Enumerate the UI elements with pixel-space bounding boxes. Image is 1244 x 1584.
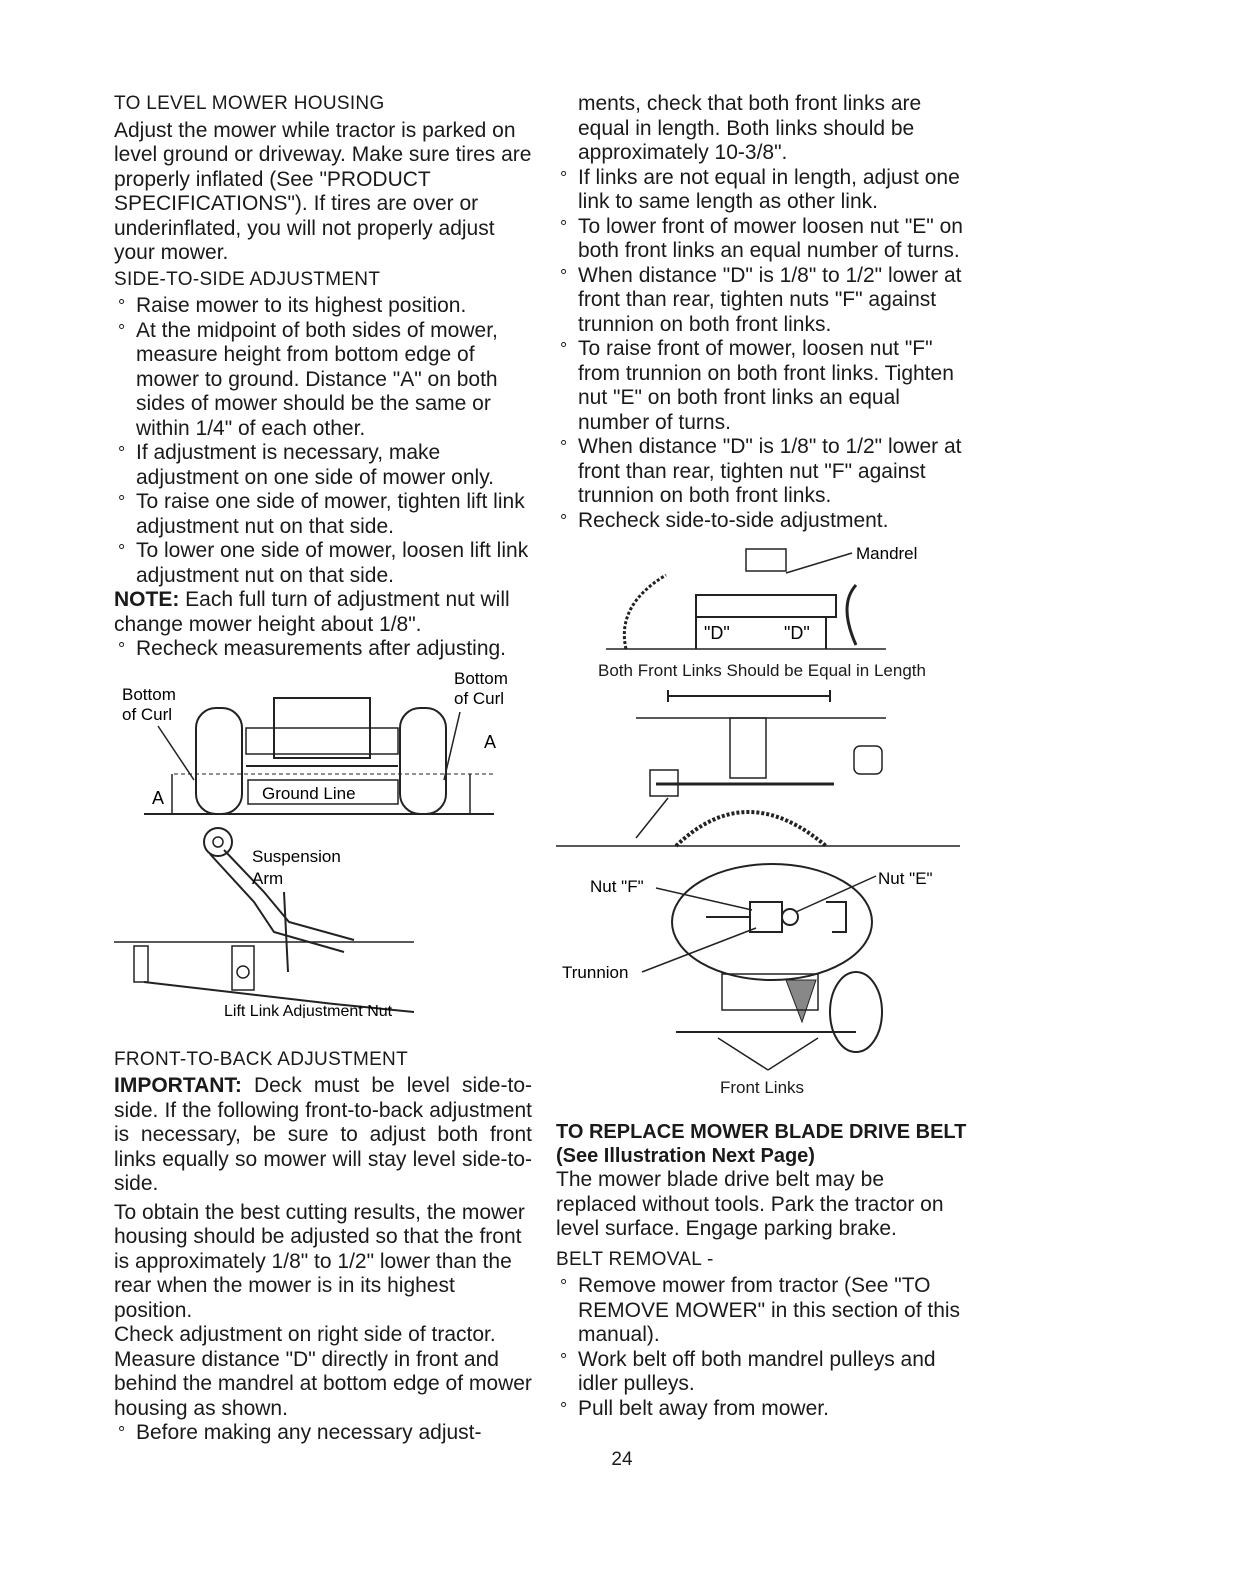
side-level-diagram <box>114 670 532 816</box>
front-tire <box>676 812 826 846</box>
heading-replace-belt: TO REPLACE MOWER BLADE DRIVE BELT (See Illustration Next Page) <box>556 1121 967 1167</box>
nut-trunnion-diagram <box>556 862 968 1072</box>
list-item: ° To lower front of mower loosen nut "E" on both front links an equal number of turns. <box>556 215 968 264</box>
mandrel-leader-line <box>786 553 852 573</box>
front-links-leader <box>718 1038 768 1070</box>
list-item: ° To raise front of mower, loosen nut "F" from trunnion on both front links. Tighten nut "E" on both front links an equal number of turns. <box>556 337 968 435</box>
front-link-length-diagram <box>556 688 968 848</box>
bottom-curl-right-label-2: of Curl <box>454 688 505 708</box>
list-item: ° Pull belt away from mower. <box>556 1397 968 1422</box>
check-adjustment-paragraph: Check adjustment on right side of tractor. Measure distance "D" directly in front and behind the mandrel at bottom edge of mower housing as shown. <box>114 1323 532 1420</box>
mandrel-label: Mandrel <box>856 545 918 563</box>
detail-ellipse <box>672 864 872 980</box>
belt-intro-paragraph: The mower blade drive belt may be replaced without tools. Park the tractor on level surface. Engage parking brake. <box>556 1168 944 1240</box>
continued-paragraph: ments, check that both front links are equal in length. Both links should be approximately 10-3/8". <box>578 92 922 164</box>
d-rear-label: "D" <box>784 623 810 643</box>
distance-a-left-label: A <box>152 787 165 808</box>
important-paragraph <box>114 1074 532 1197</box>
distance-a-right-label: A <box>484 731 497 752</box>
ground-line-label: Ground Line <box>262 783 356 803</box>
list-item: ° To lower one side of mower, loosen lift link adjustment nut on that side. <box>114 539 532 588</box>
list-item: ° If adjustment is necessary, make adjustment on one side of mower only. <box>114 441 532 490</box>
note-paragraph <box>114 588 532 637</box>
belt-removal-list <box>556 1274 968 1421</box>
bottom-curl-right-label: Bottom <box>454 669 508 688</box>
suspension-label: Suspension <box>252 846 341 866</box>
bracket <box>134 946 148 982</box>
mandrel-distance-diagram <box>556 545 968 653</box>
suspension-pivot-inner <box>213 837 223 847</box>
bottom-curl-left-label: Bottom <box>122 684 176 704</box>
important-text: Deck must be level side-to-side. If the following front-to-back adjustment is necessary, be sure to adjust both front links equally so mower will stay level side-to-side. <box>114 1074 532 1195</box>
list-item: ° Remove mower from tractor (See "TO REMOVE MOWER" in this section of this manual). <box>556 1274 968 1348</box>
trunnion-leader <box>642 928 756 972</box>
right-column <box>556 92 968 1421</box>
trunnion-label: Trunnion <box>562 962 629 982</box>
nut-e-shape <box>782 909 798 925</box>
mower-deck <box>696 595 836 617</box>
nut-f-leader <box>656 888 752 910</box>
note-text: Each full turn of adjustment nut will change mower height about 1/8". <box>114 588 510 636</box>
best-results-paragraph: To obtain the best cutting results, the mower housing should be adjusted so that the front is approximately 1/8" to 1/2" lower than the rear when the mower is in its highest position. <box>114 1200 525 1322</box>
cone-shape <box>786 980 816 1022</box>
list-item: ° When distance "D" is 1/8" to 1/2" lower at front than rear, tighten nut "F" against trunnion on both front links. <box>556 435 968 509</box>
arm-leader-line <box>284 892 288 972</box>
list-item: ° At the midpoint of both sides of mower, measure height from bottom edge of mower to ground. Distance "A" on both sides of mower should be the same or within 1/4" of each other. <box>114 319 532 442</box>
link-end-right <box>854 746 882 774</box>
link-hook <box>826 902 846 932</box>
left-column <box>114 92 532 1446</box>
list-item: ° Work belt off both mandrel pulleys and idler pulleys. <box>556 1348 968 1397</box>
front-links-list <box>556 166 968 534</box>
heading-belt-removal: BELT REMOVAL - <box>556 1248 714 1270</box>
leader-line <box>158 726 194 780</box>
suspension-arm-diagram <box>114 822 532 1018</box>
leader-line <box>636 798 668 838</box>
suspension-pivot <box>204 828 232 856</box>
left-wheel <box>196 708 242 814</box>
lift-link-label: Lift Link Adjustment Nut <box>224 1002 393 1018</box>
list-item: ° Recheck measurements after adjusting. <box>114 637 532 662</box>
heading-front-to-back: FRONT-TO-BACK ADJUSTMENT <box>114 1048 408 1070</box>
list-item: ° To raise one side of mower, tighten lift link adjustment nut on that side. <box>114 490 532 539</box>
suspension-label-2: Arm <box>252 868 284 888</box>
heading-side-to-side: SIDE-TO-SIDE ADJUSTMENT <box>114 268 381 290</box>
fig3-caption: Both Front Links Should be Equal in Length <box>598 661 926 680</box>
list-item: ° Raise mower to its highest position. <box>114 294 532 319</box>
fig5-caption: Front Links <box>719 1077 805 1097</box>
before-making-list <box>114 1421 532 1446</box>
heading-level-mower-housing: TO LEVEL MOWER HOUSING <box>114 93 385 114</box>
list-item: ° If links are not equal in length, adjust one link to same length as other link. <box>556 166 968 215</box>
right-wheel <box>400 708 446 814</box>
side-to-side-list <box>114 294 532 588</box>
bottom-curl-left-label-2: of Curl <box>122 704 173 724</box>
lift-link-block <box>232 946 254 990</box>
list-item: ° Before making any necessary adjust- <box>114 1421 532 1446</box>
trunnion-block <box>750 902 782 932</box>
axle-post <box>730 718 766 778</box>
nut-e-leader <box>796 876 876 912</box>
level-intro-paragraph: Adjust the mower while tractor is parked on level ground or driveway. Make sure tires are properly inflated (See "PRODUCT SPECIFICATIONS"). If tires are over or underinflated, you will not properly adjust your mower. <box>114 118 532 264</box>
important-label: IMPORTANT: <box>114 1074 242 1097</box>
recheck-list <box>114 637 532 662</box>
rear-wheel-arc <box>847 585 856 645</box>
d-front-label: "D" <box>704 623 730 643</box>
nut-e-label: Nut "E" <box>878 868 933 888</box>
page-number: 24 <box>611 1449 633 1470</box>
front-links-leader <box>768 1038 818 1070</box>
mandrel-block <box>746 549 786 571</box>
list-item: ° When distance "D" is 1/8" to 1/2" lower at front than rear, tighten nuts "F" against trunnion on both front links. <box>556 264 968 338</box>
front-wheel-arc <box>624 575 666 649</box>
nut-f-label: Nut "F" <box>590 876 644 896</box>
note-label: NOTE: <box>114 588 180 611</box>
adjustment-nut <box>237 966 249 978</box>
deck-wheel <box>830 972 882 1052</box>
list-item: ° Recheck side-to-side adjustment. <box>556 509 968 534</box>
